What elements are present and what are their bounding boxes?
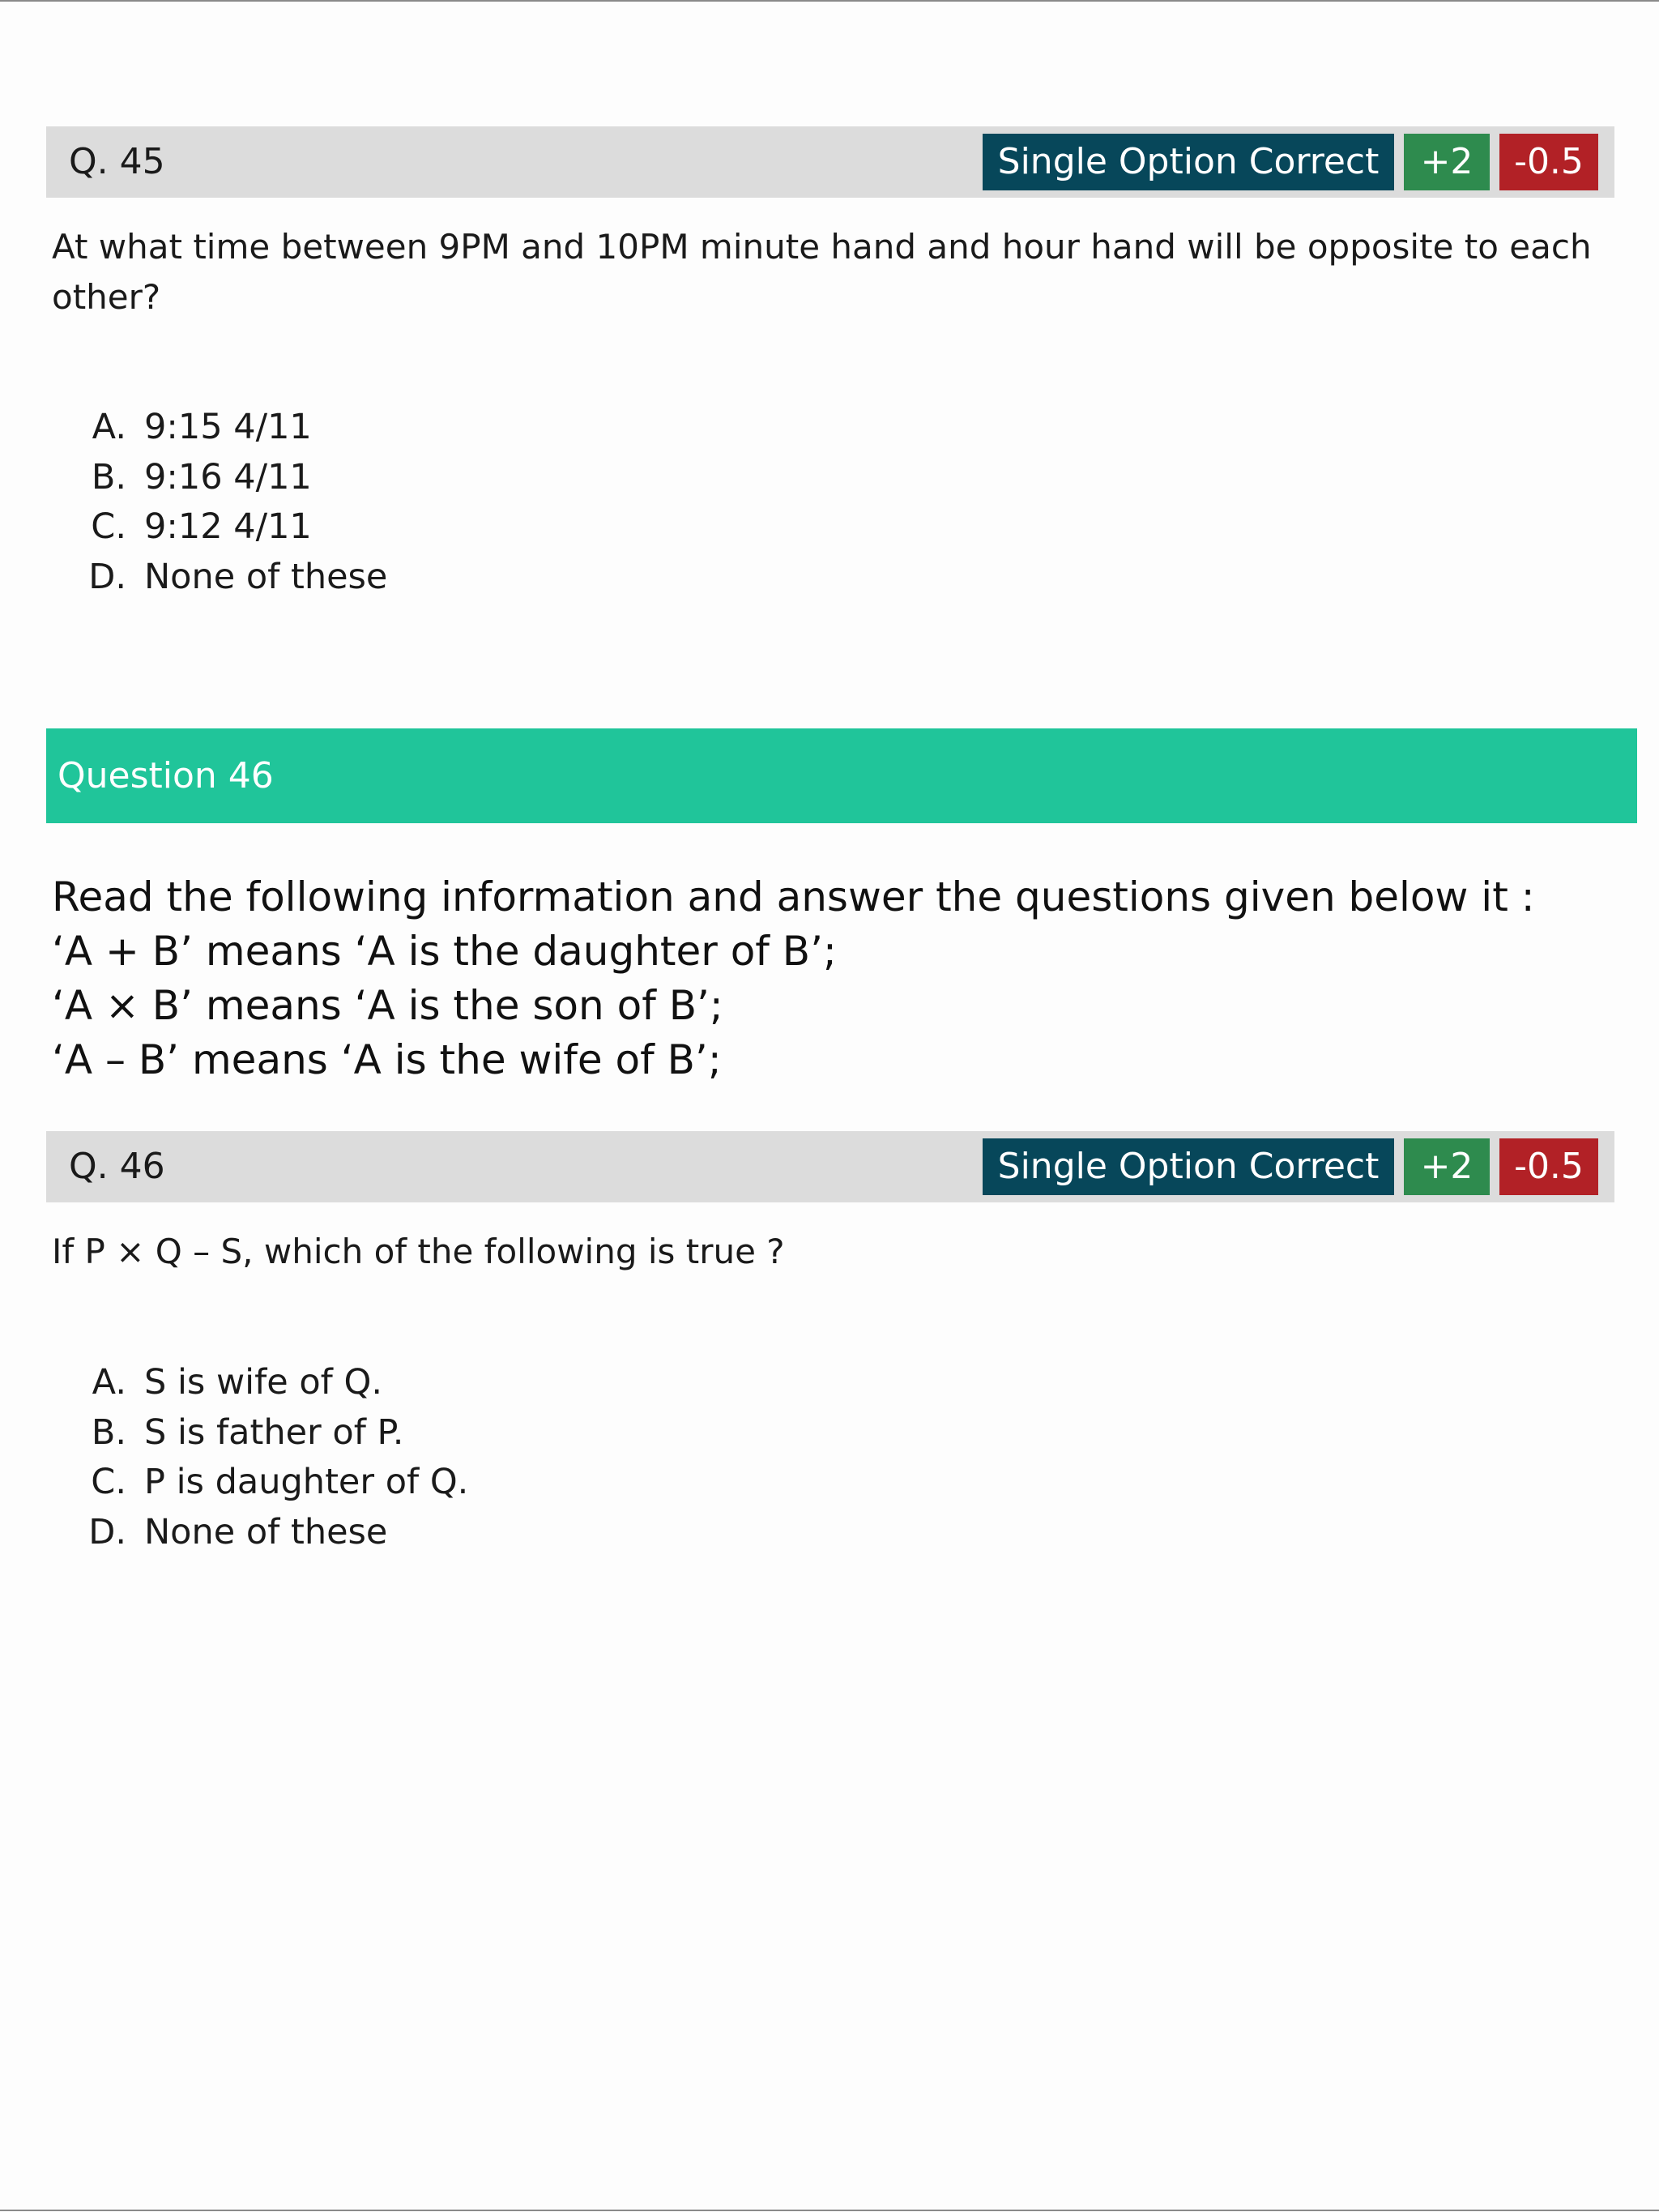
question-type-badge: Single Option Correct	[983, 134, 1394, 190]
passage-line: ‘A × B’ means ‘A is the son of B’;	[52, 982, 723, 1029]
option-text: 9:12 4/11	[144, 506, 312, 547]
question-number: Q. 45	[69, 141, 165, 182]
option-text: 9:15 4/11	[144, 407, 312, 447]
question-header-45	[46, 126, 1614, 198]
question-number: Q. 46	[69, 1146, 165, 1187]
negative-marks-badge: -0.5	[1499, 1138, 1598, 1195]
passage-line: ‘A + B’ means ‘A is the daughter of B’;	[52, 928, 837, 975]
option-c[interactable]: C. P is daughter of Q.	[91, 1462, 469, 1502]
option-d[interactable]: D. None of these	[88, 1511, 388, 1552]
option-d[interactable]: D. None of these	[88, 556, 388, 597]
option-b[interactable]: B. S is father of P.	[91, 1411, 404, 1453]
option-text: P is daughter of Q.	[144, 1462, 469, 1502]
option-text: S is wife of Q.	[144, 1362, 382, 1403]
section-title: Question 46	[58, 755, 274, 796]
question-text-45: At what time between 9PM and 10PM minute hand and hour hand will be opposite to each other?	[52, 227, 1592, 317]
option-text: None of these	[144, 1511, 388, 1552]
option-text: None of these	[144, 556, 388, 597]
bottom-divider	[0, 2210, 1659, 2211]
negative-marks-badge: -0.5	[1499, 134, 1598, 190]
options-list-46	[79, 1358, 468, 1557]
option-a[interactable]: A. 9:15 4/11	[92, 407, 312, 447]
question-type-badge: Single Option Correct	[983, 1138, 1394, 1195]
top-divider	[0, 0, 1659, 2]
option-text: 9:16 4/11	[144, 456, 312, 497]
passage	[52, 870, 1619, 1087]
option-text: S is father of P.	[144, 1411, 404, 1453]
question-text-46: If P × Q – S, which of the following is true ?	[52, 1232, 785, 1271]
option-a[interactable]: A. S is wife of Q.	[92, 1362, 382, 1403]
passage-line: Read the following information and answer the questions given below it :	[52, 873, 1535, 920]
positive-marks-badge: +2	[1404, 134, 1490, 190]
section-banner	[46, 728, 1637, 823]
option-c[interactable]: C. 9:12 4/11	[91, 506, 312, 547]
options-list-45	[79, 403, 387, 602]
passage-line: ‘A – B’ means ‘A is the wife of B’;	[52, 1036, 722, 1083]
positive-marks-badge: +2	[1404, 1138, 1490, 1195]
question-header-46	[46, 1131, 1614, 1202]
option-b[interactable]: B. 9:16 4/11	[91, 456, 312, 497]
